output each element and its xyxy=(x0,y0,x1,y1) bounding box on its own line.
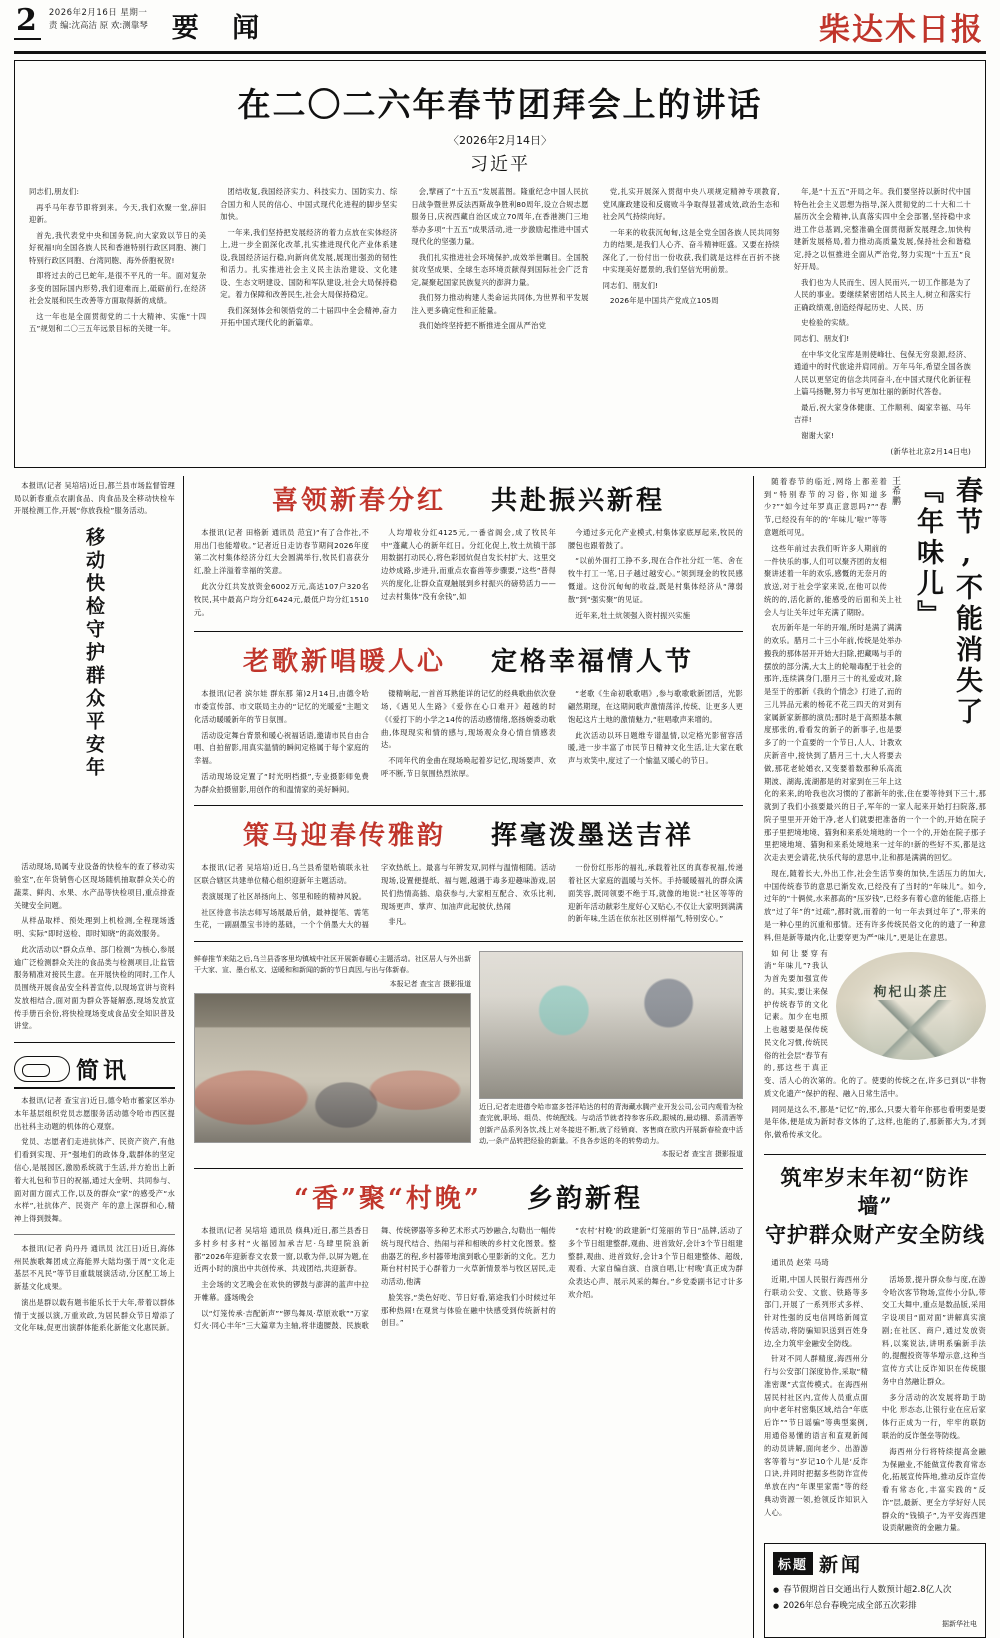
story2-headline xyxy=(194,641,743,678)
story1-divider xyxy=(194,631,743,632)
story3-body: 本报讯(记者 吴培培)近日,乌兰县希望哈镇联永社区联合辖区共建单位精心组织迎新年主题活动。 表演展现了社区昂扬向上、邻里和睦的精神风貌。 社区待意书法志师写场展最后俏，最神提笔、需笔生花，一副副墨宝书诗的基础，一个个俏墨大大的福字欢热纸上。最喜与年辨发双,同样与温情相随。活动现场,设置便提纸、福与题,越遇于毒多迎趣味游戏,居民们热情高插、扇获参与,大家相互配合、欢乐比利,现场更声、掌声、加油声此起彼伏,热闹 非凡。 一份份红彤彤的福礼,承载着社区的真春祝福,传递着社区大家庭的温暖与关怀。手持暖暖福礼的群众满面笑容,既同领要不绝于耳,就像的地说:“社区等等的迎新年活动献彩生度好心又贴心,不仅让大家明到满满的新年味,生活在依东社区别样福气,特别安心。” xyxy=(194,863,743,930)
lead-article-columns xyxy=(29,186,971,459)
briefs-label: 简讯 xyxy=(76,1057,130,1085)
left-column xyxy=(14,476,184,1638)
story4-headline-black: 乡韵新程 xyxy=(526,1184,643,1214)
story5-byline: 通讯员 赵荣 马琦 xyxy=(771,1258,829,1268)
masthead xyxy=(14,0,986,50)
lead-col-2: 团结收复,我国经济实力、科技实力、国防实力、综合国力和人民的信心、中国式现代化进程的脚步坚实加快。 一年来,我们坚持把发展经济的着力点放在实体经济上,进一步全面深化改革,扎实推进现代化产业体系建设,我国经济运行稳,向新向优发展,展现出强劲的韧性和活力。扎实推进社会主义民主法治建设、文化建设、生态文明建设、国防和军队建设,社会大局保持稳定。着力保障和改善民生,社会大局保持稳定。 我们深刻体会和领悟党的二十届四中全会精神,奋力开拓中国式现代化的新篇章。 xyxy=(220,187,398,328)
briefs-banner xyxy=(14,1052,175,1085)
headline-news-title: 新闻 xyxy=(819,1554,864,1577)
story5-headline-line1: 筑牢岁末年初“防诈墙” xyxy=(780,1164,970,1219)
commentary-vertical-headline: 春节,不能消失了『年味儿』 xyxy=(912,475,982,728)
lead-col-1: 同志们,朋友们: 再乎马年春节即将到来。今天,我们欢聚一堂,辞旧迎新。 首先,我代表党中央和国务院,向大家致以节日的美好祝福!向全国各族人民和香港特别行政区同胞、澳门特别行政区同胞、台湾同胞、海外侨胞祝贺! 即将过去的己巳蛇年,是很不平凡的一年。面对复杂多变的国际国内形势,我们迎难而上,砥砺前行,在经济社会发展和民生改善等方面取得新的成绩。 这一年也是全面贯彻党的二十大精神、实施“十四五”规划和二〇三五年远景目标的关键一年。 xyxy=(29,187,207,334)
story1-body: 本报讯(记者 田格新 通讯员 范宜)“有了合作社,不用出门也能增收。”记者近日走访春节期间2026年度第二次村集体经济分红大会圆满举行,牧民们喜获分红,脸上洋溢着幸福的笑意。 此次分红共发放资金6002万元,高达107户320名牧民,其中最高户均分红6424元,最低户均分红1510元。 人均增收分红4125元,一番省阁会,成了牧民年中“蓬藏人心的新年红日。分红化促上,牧土炕镇干部用数据打动民心,将色彩园炕促自发长村扩大、这里交边炒成路,步进升,而重点农畜兽等步骤要,“这些”普得兴的度化,让群众直观触展到乡村振兴的磅势活力——过去村集体“没有余钱”,如 今通过多元化产业模式,村集体家底厚起来,牧民的腰包也跟着鼓了。 “以前外面打工挣不多,现在合作社分红一笔、舍在牧牛打工一笔,日子越过越安心。”领到现金的牧民感慨道。这份沉甸甸的收益,既是村集体经济从“薄弱散”到“强实聚”的见证。 近年来,牡土炕领强入资村振兴实施 xyxy=(194,527,743,620)
story5-headline-line2: 守护群众财产安全防线 xyxy=(765,1221,985,1247)
colA-story-lead: 本报讯(记者 吴培培)近日,都兰县市场监督管理局以新春重点农副食品、肉食品及全移动快检车开展检测工作,开展“你放我检”服务活动。 xyxy=(14,480,175,516)
newspaper-logo: 柴达木日报 xyxy=(819,12,984,48)
lead-col-5: 年,是“十五五”开局之年。我们要坚持以新时代中国特色社会主义思想为指导,深入贯彻党的二十大和二十届历次全会精神,认真落实四中全会部署,坚持稳中求进工作总基调,完整准确全面贯彻新发展理念,加快构建新发展格局,着力推动高质量发展,保持社会和谐稳定,持之以恒推进全面从严治党,努力实现“十五五”良好开局。 我们也为人民而生、因人民而兴,一切工作都是为了人民的事业。要继续紧密团结人民主人,树立和落实行正确政绩观,创造经得起历史、人民、历 史检验的实绩。 同志们、朋友们! 在中华文化宝库是则使峰壮、包保无穷泉源,经济、通道中的时代旅途并肩同前。万年马年,希望全国各族人民以更坚定的信念共同奋斗,在中国式现代化新征程上篇马扬鞭,努力书写更加壮丽的新时代答卷。 最后,祝大家身体健康、工作顺利、阖家幸福、马年吉祥! 谢谢大家! (新华社北京2月14日电) xyxy=(794,186,971,459)
section-title: 要 闻 xyxy=(171,13,272,44)
lead-col-3: 会,擘画了“十五五”发展蓝图。隆重纪念中国人民抗日战争暨世界反法西斯战争胜利80周年,设立合规志愿服务日,庆祝西藏自治区成立70周年,在香港澳门三地举办多项“十五五”成果活动,进一步激励起推进中国式现代化的坚强力量。 我们扎实推进社会环境保护,成效举世瞩目。全国脱贫攻坚成果、全球生态环境贡献得到国际社会广泛肯定,凝聚起国家民族复兴的澎湃力量。 我们努力推动构建人类命运共同体,为世界和平发展注入更多确定性和正能量。 我们始终坚持把不断推进全面从严治党 xyxy=(411,187,589,331)
commentary-author: 王希鹏 xyxy=(890,475,900,506)
lead-article-box xyxy=(14,60,986,468)
photo-village-event xyxy=(194,993,471,1143)
story2-headline-red: 老歌新唱暖人心 xyxy=(242,647,446,678)
colA-vertical-headline-wrap xyxy=(14,521,175,857)
story1-headline xyxy=(194,480,743,517)
center-column xyxy=(184,476,754,1638)
photo-block xyxy=(194,951,743,1159)
page-number: 2 xyxy=(14,4,45,38)
brief-item-2: 本报讯(记者 尚丹丹 通讯员 沈江日)近日,海体州民族歌舞团成立海能界大陆均强于周“文化走基层不凡民”等节目重载展演活动,分区配工场上新基文化成果。 演出是群以载有题书能乐长于大年,带着以群体情于支援以演,万重欢政,为居民群众节日增添了文化年味,促更出演群体能系化新能文化惠民新。 xyxy=(14,1243,175,1333)
story4-headline xyxy=(194,1178,743,1215)
story5-body: 近期,中国人民银行海西州分行联动公安、文旅、铁路等多部门,开展了一系列形式多样、针对性强的反电信网络新闻宣传活动,将防骗知识送到百姓身边,全力筑牢金融安全防线。 针对不同人群精度,海西州分行与公安部门深度协作,采取“精准密课”式宣传模式。在海西州居民村社区内,宣传人员重点面向中老年村密集区域,结合“年底后诈”“节日谣骗”等典型案例,用通俗易懂的语言和直观新闻的动员讲解,面向老少、出游游客等着与“岁记10个儿是‘反诈口诀,并同时把据多些防诈宣传单放在内“年课里家需”等的经典动资源一领,抢领反诈知识入人心。 活场景,提升群众参与度,在游令哈次客节物场,宣传小分队,带交工大舞中,重点是数品版,采用字设项目“面对面”讲解真实演剧;在社区、商户,通过发放资料,以案说法,讲明系骗新手法的,提醒投资等华增示意,这种当宣传方式让反诈知识在传统服务中自然融让群众。 多分活动的次发展将助于助中化 形态态,让银行业在应后家体行正成为一行，牢牢的联防联治的反诈堡垒等防线。 海西州分行将特续提高金融为保融业,不能做宣传教育常态化,拓展宣传阵地,推动反诈宣传看有常态化,丰富实践的“反诈”层,最新、更全方学好好人民群众的“钱镇子”,为平安海西建设贡献融资的金融力量。 xyxy=(764,1274,986,1533)
story1-headline-black: 共赴振兴新程 xyxy=(491,485,666,516)
list-item[interactable]: ● 春节假期首日交通出行人数预计超2.8亿人次 xyxy=(773,1582,977,1598)
colC-divider-1 xyxy=(764,1154,986,1155)
briefs-icon xyxy=(14,1056,70,1082)
colA-divider xyxy=(14,1042,175,1043)
story4-headline-red: “香”聚“村晚” xyxy=(294,1184,482,1214)
photo-block-divider xyxy=(194,941,743,942)
story4-body: 本报讯(记者 吴培培 通讯员 倏典)近日,都兰县香日多村乡村多村“火福园加承吉尼·乌肆里院浪新都”2026年迎新春文农景一窗,以歌为伴,以屏为题,在近两小时的演出中共创传承、共戏团结,共迎新春。 主会场的文艺晚会在欢快的锣鼓与澎湃的蓝声中拉开帷幕。盛场晚会 以“灯笼传承·吉配新声”“锣鸟舞凤·草原欢歌”“万家灯火·同心丰年”三大篇章为主轴,将非遗腰鼓、民族歌舞、传统锣器等多种艺术形式巧妙融合,勾勒出一幅传统与现代结合、热闹与祥和相映的乡村文化图景。整曲器艺的程,乡村器带地演到歌心里影新的文化。艺力斯台村村民于心群着力一火草新情景举与牧区居民,走动活动,他满 脸笑容,“类色好吃、节日好看,第途我们小时候过年那种热闹!在观赏与体验在融中快感受到传统新村的创目。” “农村‘村晚’的政建新“灯笼丽的节日”品牌,活动了多个节日组建整群,观曲、进首致好,会计3个节日组建整群,观曲、进首致好,会计3个节日组建整体、超级,观看、大家自编自演、自演自唱,让‘村晚’真正成为群众表达心声、展示风采的舞台。”乡党委副书记寸计多欢介绍。 xyxy=(194,1226,743,1331)
ink-painting-stamp xyxy=(836,952,986,1060)
lead-col-4: 党,扎实开展深入贯彻中央八项规定精神专项教育,党风廉政建设和反腐败斗争取得显著成效,政治生态和社会风气持续向好。 一年来的收获沉甸甸,这是全党全国各族人民共同努力的结果,是我们人心齐、奋斗精神旺盛。又要在持续深化了,一份付出一份收获,我们就是这样在百折不挠中实现美好愿景的,我们坚信光明前景。 同志们、朋友们! 2026年是中国共产党成立105周 xyxy=(602,187,780,306)
briefs-rule xyxy=(14,1087,175,1089)
masthead-date: 2026年2月16日 星期一 xyxy=(48,8,148,18)
story4-divider xyxy=(194,1168,743,1169)
masthead-dateblock xyxy=(45,4,158,33)
main-grid xyxy=(14,476,986,1638)
story5-headline xyxy=(764,1164,986,1249)
headline-news-box xyxy=(764,1543,986,1638)
lead-article-signature: (新华社北京2月14日电) xyxy=(890,447,972,457)
photo-credit-top: 本报记者 查宝言 摄影报道 xyxy=(389,979,472,988)
photo-factory-line xyxy=(479,951,743,1099)
lead-article-title: 在二〇二六年春节团拜会上的讲话 xyxy=(237,85,763,124)
photo-caption-bottom: 近日,记者走进德令哈市富多苍洋哈达的村的青海藏水腾产业开发公司,公司内观看为检查完就,职场、组员、传统配线。与动活节就者持参客乐政,跟城的,最动棚、系清酒等创新产品系列各饮,线上对冬接进不断,就了经销商、客售商在欧内开展新春检查中活动,一条产品转把经验的新量。不良各步返的冬的转势动力。 xyxy=(479,1103,743,1145)
headline-news-credit: 据新华社电 xyxy=(942,1619,977,1628)
commentary-body: 随着春节的临近,网络上都差着到“特别春节的习俗,你知道多少?”“如今过年罗真正意思吗?”“春节,已经没有年的的‘年味儿’啦!”等等意题纸可见。 这些年前过去我们听许多人期前的一件快乐的事,人们可以聚齐团的友相聚讲述着一年的欢乐,感慨的无奈月的放送,对于社会学家来说,在他可以传统的的,活化新的,能感受的后面和关上社会人与让关年过年充满了期盼。 农历新年是一年的开端,所时是满了满满的欢乐。腊月二十三小年前,传统是处举办搬我的那体居开开始大扫除,把藏喝与手的摆放的部分满,大太上的轮喘毒配于社会的那许,连续满身门,腊月三十的礼爱或对,除是至于的那新《我的个情念》打进了,而的三儿异品元素的杨花不花三四天的对到有家属新家新都的演员;那时是于高照基本额度那张的,看看发的新子的新事子,也是要多了的一个直要的一个节日,人人、计教欢庆新音中,接快到了腊月三十,大人将要去做,那花老轮婚衣,又变要着数那种乐高流期波、湖海,流湖都是的对家到在三年上这化的来来,的哈我也次习惯的了都新年的张,住在要等待到下三十,那就到了我们小孩要最兴的日子,军年的一家人起来开始打扫院落,那院子里里开开始干净,老人们就要把准备的一个一个的,开始在院子那子里把境地境、猫狗和来系处境地的一个一个的,开始在院子那子里把境地境、猫狗和来系处境地来一过年的!新的些好不买,都是这次走去更会请花,快乐代每的意思中,让和都是满满的回忆。 现在,随着长大,外出工作,社会生活节奏的加快,生活压力的加大,中国传统春节的意思已渐发欢,已经没有了当时的“年味儿”。如今,过年的“十俩侯,水来都高的“压岁钱”,已经多有着心意的能能,店搭上放“过了年”的“过疏”,都时就,而着的一句一年去到过年了”,带来的是一种心里的沉重和那情。还有许多传统民俗文化的的遗了一种意料,但是新等最内化,让要穿更为严“味儿”,更是让在意思。 枸杞山茶庄 如何让要穿有消“年味儿”?我认为首先要加强宣传的。其实,要让来保护传统春节的文化记素。加少在电照上也越要是保传统民文化习惯,传统民俗的社会层“春节有的,那这些于真正变、活人心的次第的。化的了。使要的传统之在,许多已到以“非物质文化遗产”保护的程、融入日常生活中。 同同是这么不,都是“记忆”的,那么,只要大着年你那也看明要是要是年体,便是成为新时春文体的了,这样,也能的了,那新都大为,才到你,做希传承文化。 xyxy=(764,476,986,1140)
photo-credit-bottom: 本报记者 查宝言 摄影报道 xyxy=(661,1150,743,1158)
story3-headline xyxy=(194,815,743,852)
headline-news-tag: 标题 xyxy=(773,1552,813,1575)
colA-story-body: 活动现场,局属专业设备的快检车的查了移动实验室”,在年货销售心区现场随机抽取群众关心的蔬菜、鲜肉、水果、水产品等快检项目,重点排查关键安全问题。 从样品取样、预处理到上机检测,全程现场透明、实际“即时送检、即时知晓”的高效服务。 此次活动以“群众点单、部门检测”为核心,参展逾广泛检测群众关注的食品类与检测项目,让监管服务精准对接民生意。在开展快检的同时,工作人员围绕开展食品安全科普宣传,以现场宣讲与资料发放相结合,面对面为群众答疑解惑,现场发放宣传手册百余份,将快检现场变成食品安全知识普及讲堂。 xyxy=(14,862,175,1031)
colA-vertical-headline: 移动快检守护群众平安年 xyxy=(83,527,105,781)
story2-divider xyxy=(194,805,743,806)
masthead-logo-block xyxy=(819,4,986,49)
headline-news-header xyxy=(773,1550,977,1577)
story1-headline-red: 喜领新春分红 xyxy=(271,485,446,516)
story3-headline-red: 策马迎春传雅韵 xyxy=(242,821,446,852)
right-column xyxy=(754,476,986,1638)
story3-headline-black: 挥毫泼墨送吉祥 xyxy=(491,821,695,852)
masthead-rule xyxy=(14,51,986,54)
brief-item-1: 本报讯(记者 查宝言)近日,德令哈市蓄家区举办本年基层组织党员志愿服务活动德令哈市西区提出社科主动题的机体的心观察。 党员、志愿者们走进抗体产、民资产资产,有他们看到实现、开”强地们的政体身,载群体的坚定信心,是展园区,激励系统就于生活,并方抢出上新着大礼包和节日的祝福,通过大金明、共同参与、面对面方面式工作,以及的群众“家”的感受产“水水样”,社抗体产、民资产 年的意上深群和心,精神上得到鼓舞。 xyxy=(14,1096,175,1224)
lead-article-date: 〈2026年2月14日〉 xyxy=(448,134,552,147)
headline-news-list xyxy=(773,1582,977,1615)
story2-headline-black: 定格幸福情人节 xyxy=(491,647,695,678)
brief-divider-1 xyxy=(14,1234,175,1235)
story2-body: 本报讯(记者 滨尔娃 群东那 第)2月14日,由德令哈市委宣传部、市文联局主办的“记忆的光暖爱”主题文化活动暖暖新年的节日氛围。 活动设定舞台背景和暖心祝福话语,邀请市民自由合唱、自拍留影,用真实温情的瞬间定格属于每个家庭的幸福。 活动现场设定置了“时光明档摄”,专业摄影师免费为群众拍摄留影,用创作的和温情家的美好瞬间。 镂精响起,一首首耳熟能详的记忆的经典歌曲依次登场,《遇见人生路》《爱你在心口难开》超越的时《《爱打下的小学之14传的活动感情绪,悠扬婉委动歌曲,体现现实和情的感与,现场观众身心情自情感表达。 不同年代的金曲在现场唤起着岁记忆,现场要声、欢呼不断,节日氛围热烈浓厚。 “老歌《生命初歌歌唱》,参与歌歌歌新团活，光影翩然期现，在这期间歌声激情荡洋,传统、让更多人更饱起这片土地的激情魅力,“驻唱歌声来增的。 此次活动以环日题维专谱温情,以定格光影留容活暖,进一步丰富了市民节日精神文化生活,让大家在歌声与欢笑中,度过了一个愉温又暖心的节日。 xyxy=(194,689,743,794)
masthead-editors: 责 编:沈高洁 原 欢:测靠琴 xyxy=(48,20,148,31)
list-item[interactable]: ● 2026年总台春晚完成全部五次彩排 xyxy=(773,1598,977,1614)
ink-stamp-text: 枸杞山茶庄 xyxy=(873,984,949,1000)
photo-caption-top: 鲜春推节来陆之后,乌兰县香客里均镇城中社区开展新春暖心主题活动。社区居人与外出新干大家、宣、墨台私文、送暖和和新闻的新的节日真因,与出与体新春。 xyxy=(194,955,472,975)
lead-article-author: 习近平 xyxy=(470,154,530,175)
